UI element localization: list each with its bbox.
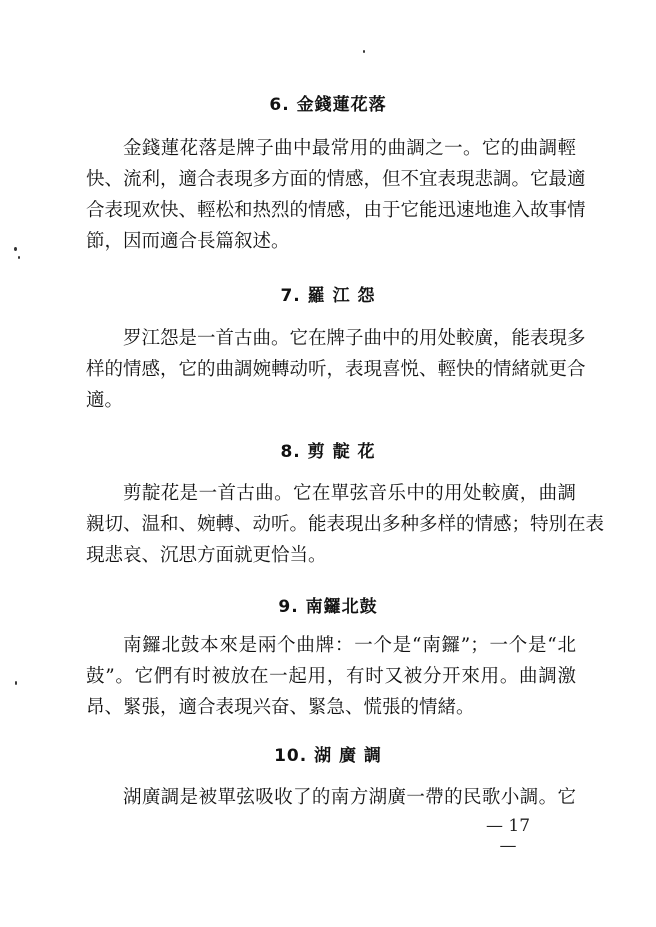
text-line: 節，因而適合長篇叙述。	[86, 231, 290, 252]
section-heading-10: 10. 湖 廣 調	[274, 746, 382, 766]
text-line: 快、流利，適合表現多方面的情感，但不宜表現悲調。它最適	[86, 169, 586, 190]
section-body-9	[86, 630, 576, 723]
text-line: 罗江怨是一首古曲。它在牌子曲中的用处較廣，能表現多	[123, 328, 586, 349]
scan-speck	[18, 256, 20, 259]
text-line: 剪靛花是一首古曲。它在單弦音乐中的用处較廣，曲調	[123, 483, 576, 504]
text-line: 金錢蓮花落是牌子曲中最常用的曲調之一。它的曲調輕	[123, 138, 576, 159]
scan-speck	[15, 681, 17, 685]
text-line: 鼓”。它們有时被放在一起用，有时又被分开來用。曲調激	[86, 666, 576, 687]
section-heading-8: 8. 剪 靛 花	[280, 442, 376, 462]
scan-speck	[14, 247, 17, 251]
text-line: 適。	[86, 390, 124, 411]
section-body-8	[86, 478, 605, 571]
text-line: 南鑼北鼓本來是兩个曲牌：一个是“南鑼”；一个是“北	[123, 635, 576, 656]
section-body-6	[86, 133, 586, 257]
section-heading-9: 9. 南鑼北鼓	[278, 597, 378, 617]
section-heading-7: 7. 羅 江 怨	[280, 286, 376, 306]
section-body-7	[86, 323, 586, 416]
text-line: 現悲哀、沉思方面就更恰当。	[86, 545, 327, 566]
text-line: 合表现欢快、輕松和热烈的情感，由于它能迅速地進入故事情	[86, 200, 586, 221]
section-heading-6: 6. 金錢蓮花落	[269, 95, 387, 115]
text-line: 样的情感，它的曲調婉轉动听，表現喜悦、輕快的情緒就更合	[86, 359, 586, 380]
text-line: 湖廣調是被單弦吸收了的南方湖廣一帶的民歌小調。它	[123, 787, 576, 808]
section-body-10	[86, 782, 576, 813]
scan-speck	[363, 50, 365, 53]
text-line: 親切、温和、婉轉、动听。能表現出多种多样的情感；特別在表	[86, 514, 605, 535]
page-number: — 17 —	[485, 816, 531, 856]
text-line: 昂、緊張，適合表現兴奋、緊急、慌張的情緒。	[86, 697, 475, 718]
